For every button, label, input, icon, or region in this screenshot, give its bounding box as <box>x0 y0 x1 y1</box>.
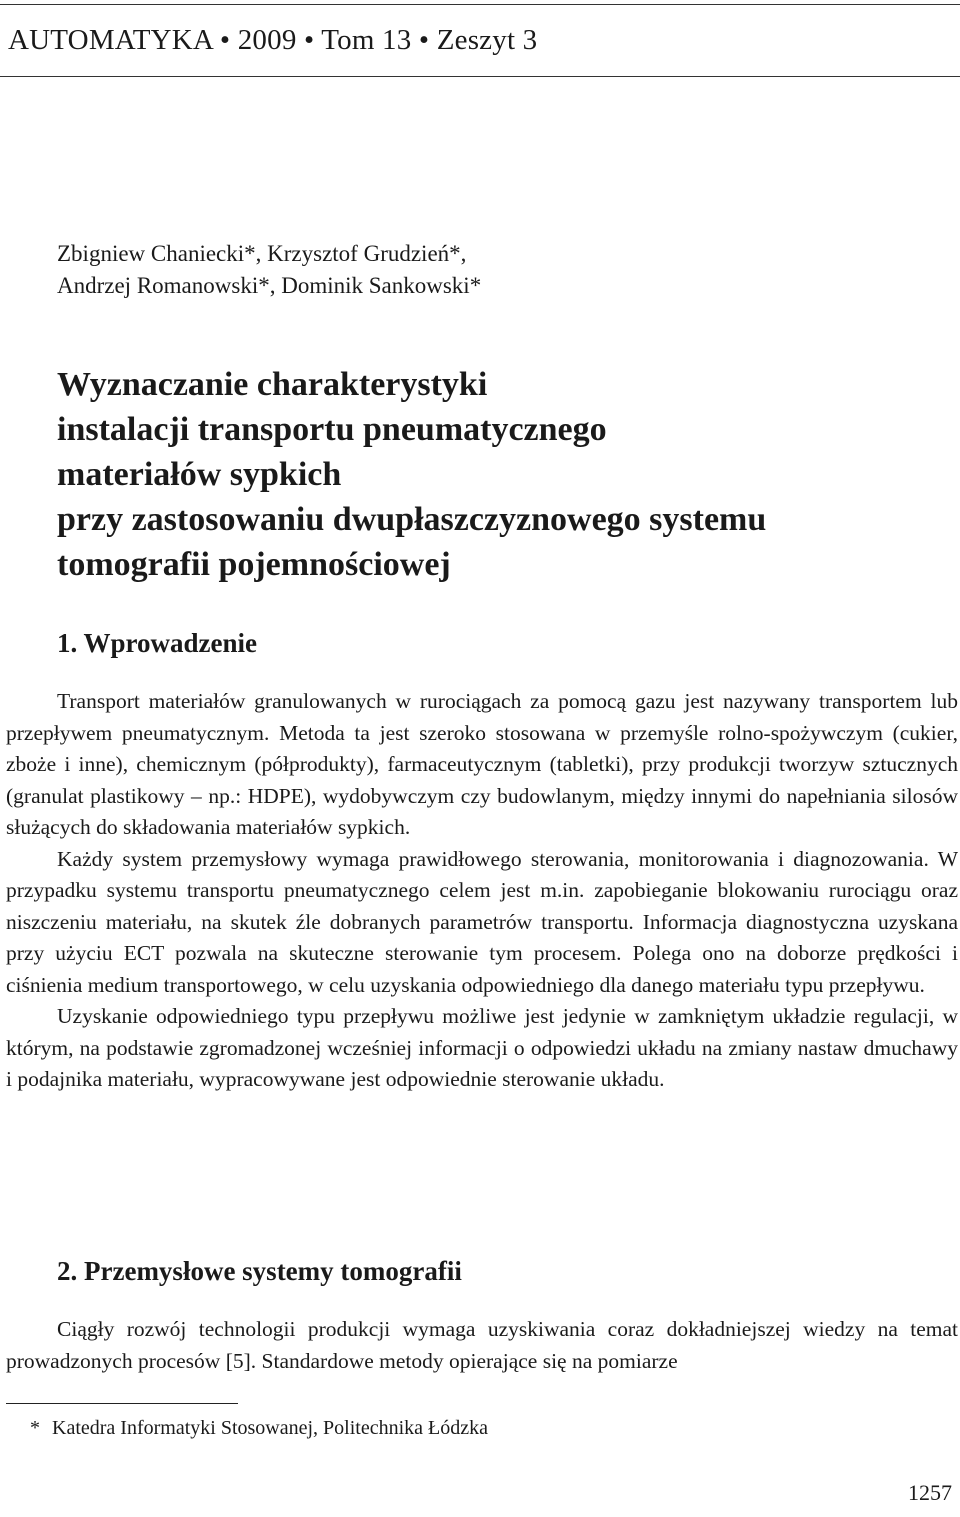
title-line: przy zastosowaniu dwupłaszczyznowego systemu <box>57 501 767 538</box>
footnote-rule <box>6 1403 238 1404</box>
author-line-2: Andrzej Romanowski*, Dominik Sankowski* <box>57 273 482 298</box>
paragraph: Uzyskanie odpowiedniego typu przepływu możliwe jest jedynie w zamkniętym układzie regulacji, w którym, na podstawie zgromadzonej wcześniej informacji o odpowiedzi układu na zmiany nastaw dmuchawy i podajnika materiału, wypracowywane jest odpowiednie sterowanie układu. <box>6 1004 958 1091</box>
page-number: 1257 <box>908 1480 952 1505</box>
footnote <box>30 1417 488 1440</box>
section-body-introduction <box>6 686 958 1096</box>
footnote-mark: * <box>30 1417 40 1439</box>
header-rule-bottom <box>0 76 960 77</box>
section-body-tomography-systems <box>6 1314 958 1377</box>
title-line: materiałów sypkich <box>57 456 342 493</box>
journal-header: AUTOMATYKA • 2009 • Tom 13 • Zeszyt 3 <box>8 24 538 56</box>
paragraph: Każdy system przemysłowy wymaga prawidłowego sterowania, monitorowania i diagnozowania. W przypadku systemu transportu pneumatycznego celem jest m.in. zapobieganie blokowaniu rurociągu oraz niszczeniu materiału, na skutek źle dobranych parametrów transportu. Informacja diagnostyczna uzyskana przy użyciu ECT pozwala na skuteczne sterowanie tym procesem. Polega ono na doborze prędkości i ciśnienia medium transportowego, w celu uzyskania odpowiedniego dla danego materiału typu przepływu. <box>6 846 958 997</box>
header-rule-top <box>0 4 960 5</box>
section-heading-introduction: 1. Wprowadzenie <box>57 628 258 658</box>
title-line: instalacji transportu pneumatycznego <box>57 411 607 448</box>
article-title <box>57 362 766 587</box>
title-line: Wyznaczanie charakterystyki <box>57 366 488 403</box>
title-line: tomografii pojemnościowej <box>57 546 451 583</box>
paragraph: Transport materiałów granulowanych w rurociągach za pomocą gazu jest nazywany transportem lub przepływem pneumatycznym. Metoda ta jest szeroko stosowana w przemyśle rolno-spożywczym (cukier, zboże i inne), chemicznym (półprodukty), farmaceutycznym (tabletki), przy produkcji tworzyw sztucznych (granulat plastikowy – np.: HDPE), wydobywczym czy budowlanym, między innymi do napełniania silosów służących do składowania materiałów sypkich. <box>6 689 958 839</box>
author-line-1: Zbigniew Chaniecki*, Krzysztof Grudzień*, <box>57 241 467 266</box>
author-list <box>57 238 481 302</box>
footnote-text: Katedra Informatyki Stosowanej, Politechnika Łódzka <box>52 1417 488 1439</box>
paragraph: Ciągły rozwój technologii produkcji wymaga uzyskiwania coraz dokładniejszej wiedzy na temat prowadzonych procesów [5]. Standardowe metody opierające się na pomiarze <box>6 1317 958 1373</box>
section-heading-tomography-systems: 2. Przemysłowe systemy tomografii <box>57 1256 462 1286</box>
